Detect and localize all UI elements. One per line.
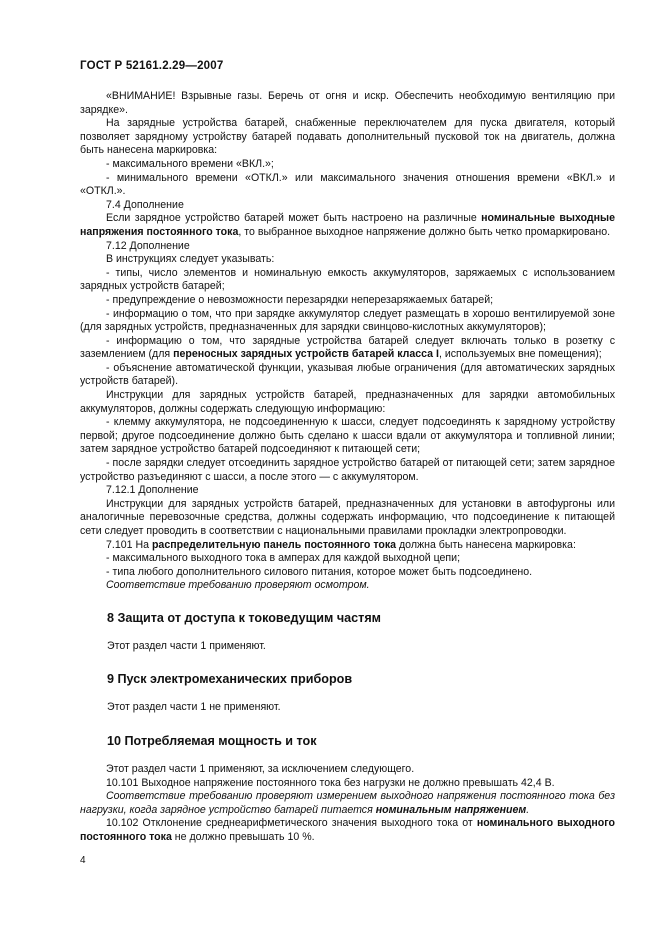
list-item: - объяснение автоматической функции, указывая любые ограничения (для автоматических зарядных устройств батарей).	[80, 361, 615, 388]
vehicle-paragraph: Инструкции для зарядных устройств батарей, предназначенных для зарядки автомобильных аккумуляторов, должны содержать следующую информацию:	[80, 389, 615, 415]
section-9-title: 9 Пуск электромеханических приборов	[107, 672, 353, 686]
standard-header: ГОСТ Р 52161.2.29—2007	[80, 60, 224, 72]
defined-term: переносных зарядных устройств батарей класса I	[173, 348, 439, 361]
clause-heading-7-12: 7.12 Дополнение	[106, 239, 190, 252]
starter-paragraph: На зарядные устройства батарей, снабженные переключателем для пуска двигателя, который позволяет зарядному устройству батарей подавать дополнительный пусковой ток на двигатель, должна быть нанесена маркировка:	[80, 117, 615, 157]
list-item: - информацию о том, что при зарядке аккумулятор следует размещать в хорошо вентилируемой зоне (для зарядных устройств, предназначенных для зарядки свинцово-кислотных аккумуляторов);	[80, 307, 615, 334]
list-item: - предупреждение о невозможности перезарядки неперезаряжаемых батарей;	[106, 293, 494, 306]
list-item: - максимального выходного тока в амперах для каждой выходной цепи;	[106, 552, 461, 565]
clause-7-4-text: Если зарядное устройство батарей может быть настроено на различные номинальные выходные напряжения постоянного тока, то выбранное выходное напряжение должно быть четко промаркировано.	[80, 212, 615, 238]
list-item: - типы, число элементов и номинальную емкость аккумуляторов, заряжаемых с использованием зарядных устройств батарей;	[80, 266, 615, 293]
clause-7-101-text: 7.101 На распределительную панель постоянного тока должна быть нанесена маркировка:	[106, 538, 576, 551]
clause-heading-7-4: 7.4 Дополнение	[106, 198, 184, 211]
compliance-check: Соответствие требованию проверяют осмотром.	[106, 579, 370, 592]
clause-7-12-intro: В инструкциях следует указывать:	[106, 253, 275, 266]
list-item: - клемму аккумулятора, не подсоединенную к шасси, следует подсоединять к зарядному устройству первой; другое подсоединение должно быть сделано к шасси вдали от аккумулятора и топливной линии; затем зарядное устройство батарей подсоединяют к питающей сети;	[80, 416, 615, 456]
list-item: - максимального времени «ВКЛ.»;	[106, 157, 274, 170]
section-10-body	[80, 763, 615, 845]
section-8-text: Этот раздел части 1 применяют.	[107, 640, 266, 652]
clause-10-102-text: 10.102 Отклонение среднеарифметического значения выходного тока от номинального выходного постоянного тока не должно превышать 10 %.	[80, 817, 615, 843]
list-item: - типа любого дополнительного силового питания, которое может быть подсоединено.	[106, 565, 533, 578]
section-9-text: Этот раздел части 1 не применяют.	[107, 701, 281, 713]
clause-heading-7-12-1: 7.12.1 Дополнение	[106, 484, 199, 497]
warning-paragraph: «ВНИМАНИЕ! Взрывные газы. Беречь от огня и искр. Обеспечить необходимую вентиляцию при зарядке».	[80, 90, 615, 116]
list-item: - минимального времени «ОТКЛ.» или максимального значения отношения времени «ВКЛ.» и «ОТКЛ.».	[80, 171, 615, 198]
list-item: - информацию о том, что зарядные устройства батарей следует включать только в розетку с заземлением (для переносных зарядных устройств батарей класса I, используемых вне помещения);	[80, 334, 615, 361]
compliance-check: Соответствие требованию проверяют измерением выходного напряжения постоянного тока без нагрузки, когда зарядное устройство батарей питается номинальным напряжением.	[80, 790, 615, 816]
defined-term: номинального выходного постоянного тока	[80, 817, 615, 843]
defined-term: номинальные выходные напряжения постоянного тока	[80, 212, 615, 238]
page-number: 4	[80, 855, 86, 866]
main-text-block	[80, 90, 615, 593]
defined-term: распределительную панель постоянного тока	[151, 538, 397, 551]
section-10-intro: Этот раздел части 1 применяют, за исключением следующего.	[106, 763, 415, 775]
clause-7-12-1-text: Инструкции для зарядных устройств батарей, предназначенных для установки в автофургоны или аналогичные перевозочные средства, должны содержать информацию, что подсоединение к питающей сети следует проводить в соответствии с национальными правилами прокладки электропроводки.	[80, 497, 615, 537]
section-8-title: 8 Защита от доступа к токоведущим частям	[107, 611, 381, 625]
list-item: - после зарядки следует отсоединить зарядное устройство батарей от питающей сети; затем зарядное устройство разъединяют с шасси, а после этого — с аккумулятором.	[80, 457, 615, 483]
clause-10-101-text: 10.101 Выходное напряжение постоянного тока без нагрузки не должно превышать 42,4 В.	[106, 776, 555, 789]
defined-term: номинальным напряжением	[375, 803, 527, 816]
section-10-title: 10 Потребляемая мощность и ток	[107, 734, 317, 748]
